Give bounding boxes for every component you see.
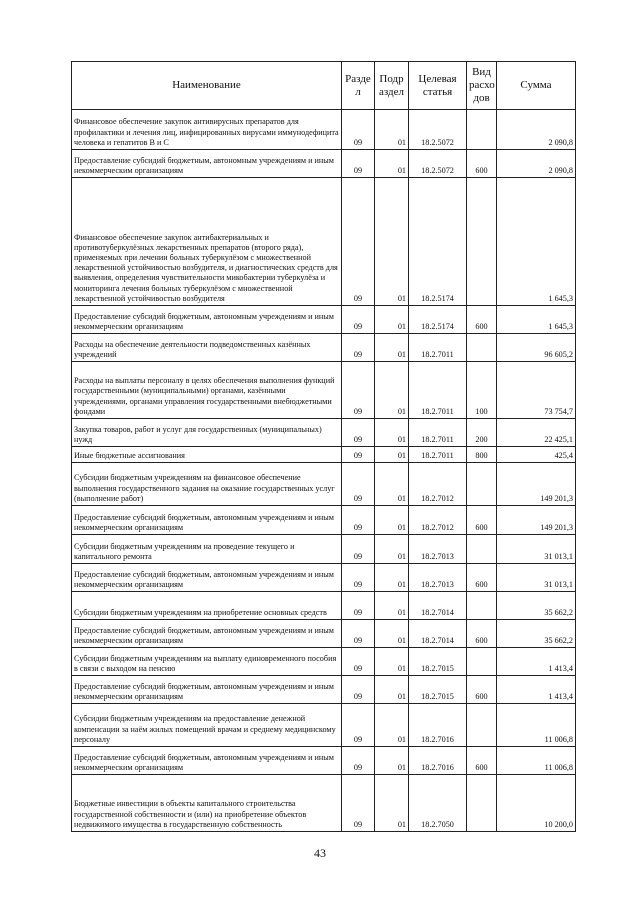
page-number: 43 (314, 846, 326, 860)
cell-section: 09 (342, 564, 375, 592)
cell-sum: 35 662,2 (497, 620, 576, 648)
table-row (72, 620, 576, 648)
cell-kind (467, 592, 497, 620)
cell-name: Финансовое обеспечение закупок антибактериальных и противотуберкулёзных лекарственных препаратов (второго ряда), применяемых при лечении больных туберкулёзом с множественной лекарственной устойчивостью возбудителя, и диагностических средств для выявления, определения чувствительности микобактерии туберкулёза и мониторинга лечения больных туберкулёзом с множественной лекарственной устойчивостью возбудителя (72, 178, 342, 306)
cell-target: 18.2.7016 (409, 747, 467, 775)
cell-kind: 600 (467, 150, 497, 178)
budget-table (71, 61, 576, 832)
cell-section: 09 (342, 150, 375, 178)
cell-name: Субсидии бюджетным учреждениям на выплату единовременного пособия в связи с выходом на пенсию (72, 648, 342, 676)
cell-section: 09 (342, 110, 375, 150)
cell-target: 18.2.7012 (409, 463, 467, 506)
cell-target: 18.2.7014 (409, 592, 467, 620)
cell-sum: 2 090,8 (497, 110, 576, 150)
cell-name: Субсидии бюджетным учреждениям на проведение текущего и капитального ремонта (72, 535, 342, 564)
cell-kind: 600 (467, 506, 497, 535)
cell-subsection: 01 (375, 334, 409, 362)
cell-kind: 200 (467, 419, 497, 447)
cell-name: Предоставление субсидий бюджетным, автономным учреждениям и иным некоммерческим организациям (72, 676, 342, 704)
table-row (72, 178, 576, 306)
cell-target: 18.2.7050 (409, 775, 467, 832)
cell-subsection: 01 (375, 178, 409, 306)
header-name: Наименование (72, 62, 342, 110)
table-row (72, 704, 576, 747)
table-row (72, 150, 576, 178)
cell-target: 18.2.5072 (409, 110, 467, 150)
cell-kind: 600 (467, 620, 497, 648)
cell-section: 09 (342, 334, 375, 362)
header-subsection: Подр аздел (375, 62, 409, 110)
cell-kind: 600 (467, 747, 497, 775)
cell-section: 09 (342, 592, 375, 620)
cell-section: 09 (342, 676, 375, 704)
cell-name: Предоставление субсидий бюджетным, автономным учреждениям и иным некоммерческим организациям (72, 564, 342, 592)
cell-name: Предоставление субсидий бюджетным, автономным учреждениям и иным некоммерческим организациям (72, 747, 342, 775)
cell-subsection: 01 (375, 535, 409, 564)
cell-subsection: 01 (375, 110, 409, 150)
cell-name: Закупка товаров, работ и услуг для государственных (муниципальных) нужд (72, 419, 342, 447)
table-row (72, 535, 576, 564)
cell-section: 09 (342, 306, 375, 334)
cell-subsection: 01 (375, 747, 409, 775)
cell-target: 18.2.7011 (409, 362, 467, 419)
cell-target: 18.2.7013 (409, 535, 467, 564)
cell-name: Субсидии бюджетным учреждениям на приобретение основных средств (72, 592, 342, 620)
cell-subsection: 01 (375, 775, 409, 832)
cell-name: Субсидии бюджетным учреждениям на предоставление денежной компенсации за наём жилых помещений врачам и среднему медицинскому персоналу (72, 704, 342, 747)
cell-sum: 2 090,8 (497, 150, 576, 178)
cell-name: Предоставление субсидий бюджетным, автономным учреждениям и иным некоммерческим организациям (72, 306, 342, 334)
cell-name: Предоставление субсидий бюджетным, автономным учреждениям и иным некоммерческим организациям (72, 620, 342, 648)
table-row (72, 419, 576, 447)
cell-subsection: 01 (375, 676, 409, 704)
table-row (72, 306, 576, 334)
cell-section: 09 (342, 648, 375, 676)
cell-sum: 96 605,2 (497, 334, 576, 362)
cell-subsection: 01 (375, 564, 409, 592)
table-row (72, 747, 576, 775)
cell-sum: 1 413,4 (497, 676, 576, 704)
cell-section: 09 (342, 620, 375, 648)
cell-name: Предоставление субсидий бюджетным, автономным учреждениям и иным некоммерческим организациям (72, 506, 342, 535)
cell-sum: 149 201,3 (497, 506, 576, 535)
cell-kind: 800 (467, 447, 497, 463)
cell-sum: 73 754,7 (497, 362, 576, 419)
cell-target: 18.2.7013 (409, 564, 467, 592)
cell-subsection: 01 (375, 506, 409, 535)
header-section: Разде л (342, 62, 375, 110)
cell-kind: 600 (467, 306, 497, 334)
table-row (72, 775, 576, 832)
cell-kind: 600 (467, 564, 497, 592)
cell-section: 09 (342, 419, 375, 447)
cell-sum: 10 200,0 (497, 775, 576, 832)
cell-kind (467, 648, 497, 676)
cell-name: Расходы на обеспечение деятельности подведомственных казённых учреждений (72, 334, 342, 362)
table-row (72, 110, 576, 150)
cell-kind (467, 334, 497, 362)
table-row (72, 334, 576, 362)
cell-section: 09 (342, 775, 375, 832)
cell-section: 09 (342, 463, 375, 506)
cell-name: Расходы на выплаты персоналу в целях обеспечения выполнения функций государственными (муниципальными) органами, казёнными учреждениями, органами управления государственными внебюджетными фондами (72, 362, 342, 419)
cell-sum: 425,4 (497, 447, 576, 463)
cell-sum: 22 425,1 (497, 419, 576, 447)
cell-subsection: 01 (375, 620, 409, 648)
cell-kind (467, 535, 497, 564)
header-sum: Сумма (497, 62, 576, 110)
cell-subsection: 01 (375, 704, 409, 747)
cell-sum: 1 645,3 (497, 178, 576, 306)
cell-subsection: 01 (375, 150, 409, 178)
cell-sum: 11 006,8 (497, 747, 576, 775)
cell-subsection: 01 (375, 592, 409, 620)
cell-kind (467, 110, 497, 150)
cell-subsection: 01 (375, 447, 409, 463)
cell-subsection: 01 (375, 362, 409, 419)
cell-section: 09 (342, 506, 375, 535)
cell-sum: 31 013,1 (497, 564, 576, 592)
cell-target: 18.2.5072 (409, 150, 467, 178)
table-row (72, 592, 576, 620)
cell-kind (467, 775, 497, 832)
table-row (72, 463, 576, 506)
cell-target: 18.2.7014 (409, 620, 467, 648)
cell-name: Бюджетные инвестиции в объекты капитального строительства государственной собственности и (или) на приобретение объектов недвижимого имущества в государственную собственность (72, 775, 342, 832)
cell-kind (467, 178, 497, 306)
cell-section: 09 (342, 704, 375, 747)
cell-kind (467, 704, 497, 747)
cell-kind: 600 (467, 676, 497, 704)
cell-target: 18.2.5174 (409, 178, 467, 306)
table-row (72, 506, 576, 535)
cell-subsection: 01 (375, 419, 409, 447)
cell-section: 09 (342, 178, 375, 306)
cell-sum: 11 006,8 (497, 704, 576, 747)
cell-target: 18.2.5174 (409, 306, 467, 334)
cell-target: 18.2.7016 (409, 704, 467, 747)
table-row (72, 648, 576, 676)
cell-kind: 100 (467, 362, 497, 419)
cell-target: 18.2.7015 (409, 648, 467, 676)
cell-target: 18.2.7011 (409, 447, 467, 463)
table-row (72, 362, 576, 419)
table-row (72, 564, 576, 592)
cell-sum: 31 013,1 (497, 535, 576, 564)
cell-section: 09 (342, 447, 375, 463)
cell-target: 18.2.7012 (409, 506, 467, 535)
cell-name: Предоставление субсидий бюджетным, автономным учреждениям и иным некоммерческим организациям (72, 150, 342, 178)
cell-sum: 35 662,2 (497, 592, 576, 620)
cell-sum: 1 413,4 (497, 648, 576, 676)
cell-subsection: 01 (375, 463, 409, 506)
table-row (72, 676, 576, 704)
table-header-row (72, 62, 576, 110)
table-row (72, 447, 576, 463)
cell-target: 18.2.7011 (409, 419, 467, 447)
cell-target: 18.2.7011 (409, 334, 467, 362)
cell-subsection: 01 (375, 306, 409, 334)
cell-sum: 149 201,3 (497, 463, 576, 506)
cell-name: Финансовое обеспечение закупок антивирусных препаратов для профилактики и лечения лиц, инфицированных вирусами иммунодефицита человека и гепатитов В и С (72, 110, 342, 150)
cell-target: 18.2.7015 (409, 676, 467, 704)
header-target: Целевая статья (409, 62, 467, 110)
cell-sum: 1 645,3 (497, 306, 576, 334)
cell-name: Субсидии бюджетным учреждениям на финансовое обеспечение выполнения государственного задания на оказание государственных услуг (выполнение работ) (72, 463, 342, 506)
table-body (72, 110, 576, 832)
cell-section: 09 (342, 535, 375, 564)
cell-name: Иные бюджетные ассигнования (72, 447, 342, 463)
header-kind: Вид расхо дов (467, 62, 497, 110)
cell-section: 09 (342, 362, 375, 419)
cell-kind (467, 463, 497, 506)
cell-section: 09 (342, 747, 375, 775)
cell-subsection: 01 (375, 648, 409, 676)
